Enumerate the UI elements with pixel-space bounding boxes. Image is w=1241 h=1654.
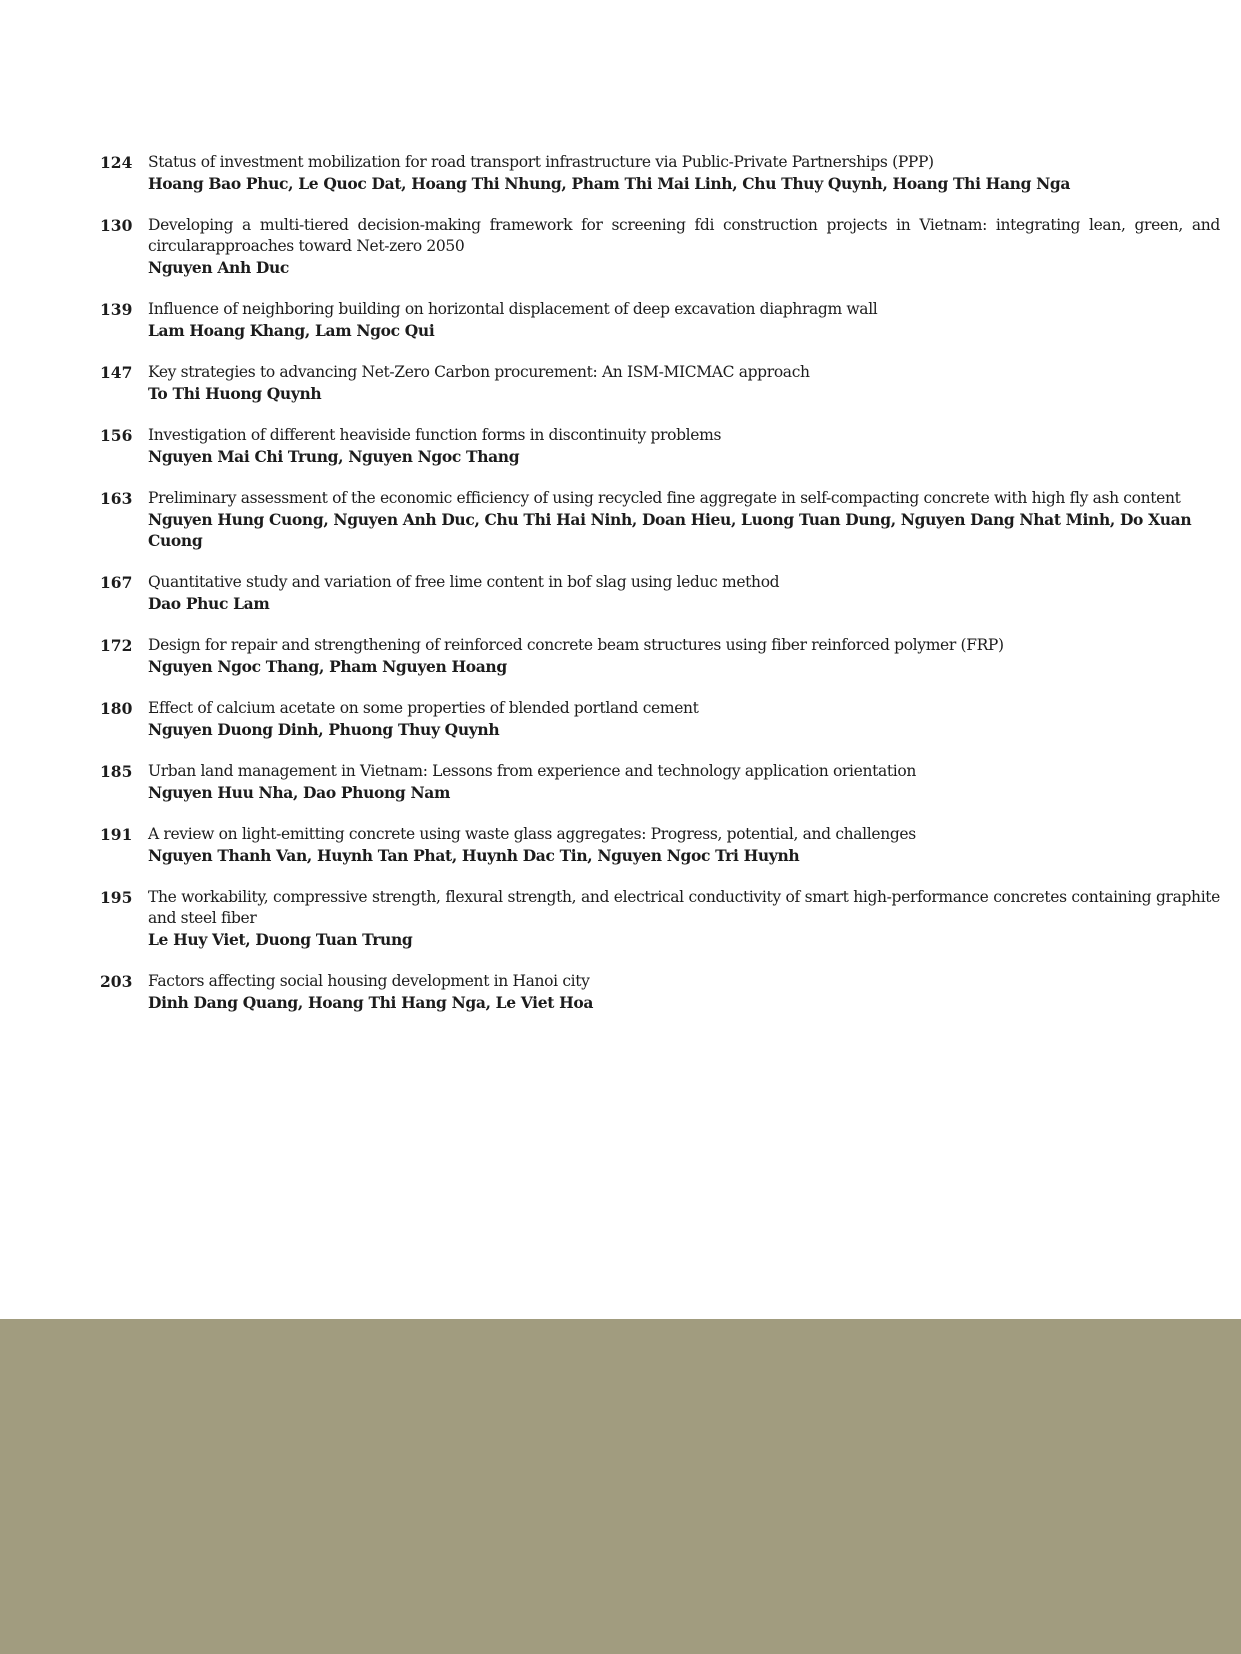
page-number: 156 [100,426,133,445]
page-number: 163 [100,489,133,508]
entry-body [148,887,1220,950]
page-number: 191 [100,825,133,844]
page-number: 124 [100,153,133,172]
article-authors: Nguyen Thanh Van, Huynh Tan Phat, Huynh Dac Tin, Nguyen Ngoc Tri Huynh [148,846,800,865]
toc-entry [100,824,1220,866]
footer-color-band [0,1319,1241,1654]
article-title: A review on light-emitting concrete using waste glass aggregates: Progress, potential, and challenges [148,825,916,843]
article-authors: Dao Phuc Lam [148,594,270,613]
toc-entry [100,635,1220,677]
article-authors: Dinh Dang Quang, Hoang Thi Hang Nga, Le Viet Hoa [148,993,594,1012]
page-number: 195 [100,888,133,907]
article-title: Developing a multi-tiered decision-making framework for screening fdi construction projects in Vietnam: integrating lean, green, and circularapproaches toward Net-zero 2050 [148,216,1220,255]
entry-body [148,425,1220,467]
article-authors: Nguyen Anh Duc [148,258,290,277]
entry-body [148,572,1220,614]
page-number: 172 [100,636,133,655]
article-title: The workability, compressive strength, flexural strength, and electrical conductivity of smart high-performance concretes containing graphite and steel fiber [148,888,1220,927]
entry-body [148,215,1220,278]
entry-body [148,761,1220,803]
toc-entry [100,425,1220,467]
toc-entry [100,887,1220,950]
article-title: Key strategies to advancing Net-Zero Carbon procurement: An ISM-MICMAC approach [148,363,810,381]
entry-body [148,698,1220,740]
page-number: 203 [100,972,133,991]
toc-entry [100,362,1220,404]
article-authors: Nguyen Hung Cuong, Nguyen Anh Duc, Chu Thi Hai Ninh, Doan Hieu, Luong Tuan Dung, Nguyen Dang Nhat Minh, Do Xuan Cuong [148,510,1192,550]
article-authors: Nguyen Huu Nha, Dao Phuong Nam [148,783,451,802]
toc-entry [100,299,1220,341]
entry-body [148,299,1220,341]
entry-body [148,971,1220,1013]
toc-entry [100,761,1220,803]
table-of-contents [100,152,1220,1034]
article-title: Influence of neighboring building on horizontal displacement of deep excavation diaphragm wall [148,300,878,318]
toc-entry [100,488,1220,551]
article-title: Preliminary assessment of the economic efficiency of using recycled fine aggregate in self-compacting concrete with high fly ash content [148,489,1181,507]
toc-entry [100,971,1220,1013]
entry-body [148,635,1220,677]
article-title: Status of investment mobilization for road transport infrastructure via Public-Private Partnerships (PPP) [148,153,934,171]
page-number: 139 [100,300,133,319]
toc-entry [100,572,1220,614]
page-number: 147 [100,363,133,382]
article-title: Urban land management in Vietnam: Lessons from experience and technology application orientation [148,762,916,780]
article-authors: Le Huy Viet, Duong Tuan Trung [148,930,413,949]
page-number: 167 [100,573,133,592]
article-authors: To Thi Huong Quynh [148,384,322,403]
article-title: Factors affecting social housing development in Hanoi city [148,972,590,990]
toc-entry [100,215,1220,278]
article-authors: Hoang Bao Phuc, Le Quoc Dat, Hoang Thi Nhung, Pham Thi Mai Linh, Chu Thuy Quynh, Hoang Thi Hang Nga [148,174,1071,193]
page-number: 130 [100,216,133,235]
entry-body [148,362,1220,404]
article-title: Investigation of different heaviside function forms in discontinuity problems [148,426,722,444]
article-authors: Nguyen Duong Dinh, Phuong Thuy Quynh [148,720,500,739]
toc-entry [100,152,1220,194]
article-title: Design for repair and strengthening of reinforced concrete beam structures using fiber reinforced polymer (FRP) [148,636,1004,654]
entry-body [148,152,1220,194]
article-authors: Lam Hoang Khang, Lam Ngoc Qui [148,321,435,340]
article-authors: Nguyen Ngoc Thang, Pham Nguyen Hoang [148,657,507,676]
entry-body [148,824,1220,866]
article-authors: Nguyen Mai Chi Trung, Nguyen Ngoc Thang [148,447,520,466]
article-title: Effect of calcium acetate on some properties of blended portland cement [148,699,699,717]
page-number: 185 [100,762,133,781]
article-title: Quantitative study and variation of free lime content in bof slag using leduc method [148,573,780,591]
toc-entry [100,698,1220,740]
page-number: 180 [100,699,133,718]
entry-body [148,488,1220,551]
